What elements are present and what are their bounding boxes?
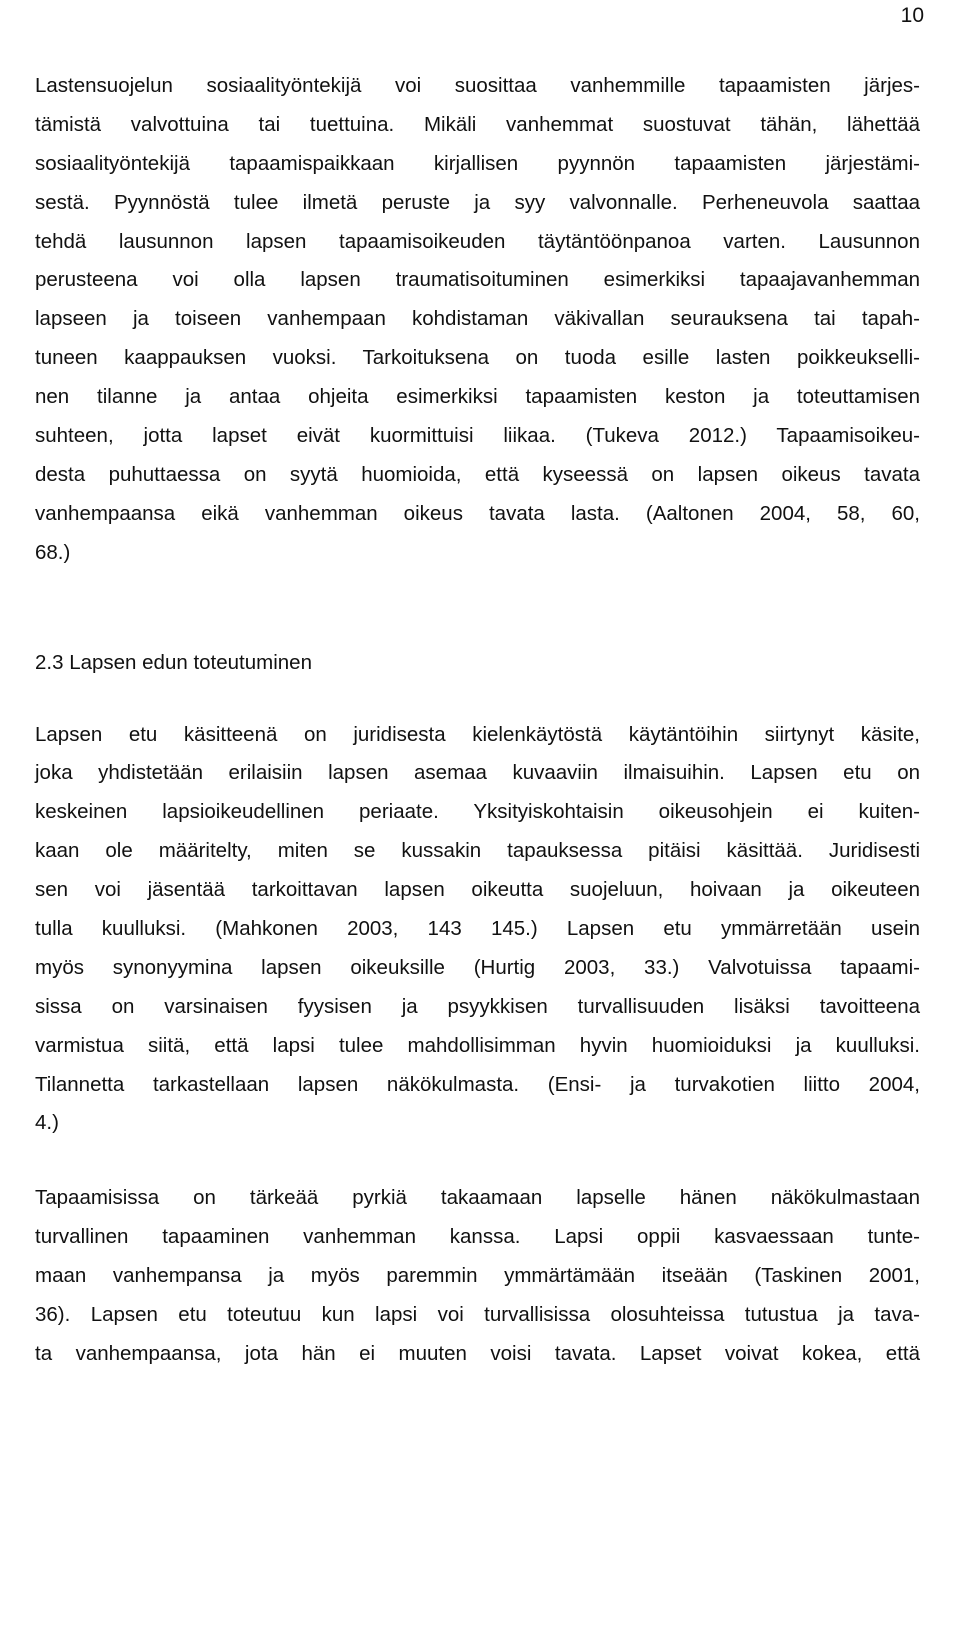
text-line: 36). Lapsen etu toteutuu kun lapsi voi turvallisissa olosuhteissa tutustua ja tava- xyxy=(35,1303,920,1327)
text-line: vanhempaansa eikä vanhemman oikeus tavata lasta. (Aaltonen 2004, 58, 60, xyxy=(35,501,920,525)
text-line: Lapsen etu käsitteenä on juridisesta kielenkäytöstä käytäntöihin siirtynyt käsite, xyxy=(35,722,920,746)
text-line: suhteen, jotta lapset eivät kuormittuisi liikaa. (Tukeva 2012.) Tapaamisoikeu- xyxy=(35,424,920,448)
text-line: sestä. Pyynnöstä tulee ilmetä peruste ja syy valvonnalle. Perheneuvola saattaa xyxy=(35,190,920,214)
text-line: lapseen ja toiseen vanhempaan kohdistaman väkivallan seurauksena tai tapah- xyxy=(35,307,920,331)
text-line: sissa on varsinaisen fyysisen ja psyykkisen turvallisuuden lisäksi tavoitteena xyxy=(35,994,920,1018)
text-line: Lastensuojelun sosiaalityöntekijä voi suosittaa vanhemmille tapaamisten järjes- xyxy=(35,74,920,97)
text-line: tämistä valvottuina tai tuettuina. Mikäli vanhemmat suostuvat tähän, lähettää xyxy=(35,112,920,136)
section-heading: 2.3 Lapsen edun toteutuminen xyxy=(35,650,312,674)
text-line: 68.) xyxy=(35,540,71,564)
text-line: maan vanhempansa ja myös paremmin ymmärtämään itseään (Taskinen 2001, xyxy=(35,1264,920,1288)
document-body xyxy=(35,72,920,1379)
text-line: turvallinen tapaaminen vanhemman kanssa. Lapsi oppii kasvaessaan tunte- xyxy=(35,1225,920,1249)
text-line: keskeinen lapsioikeudellinen periaate. Yksityiskohtaisin oikeusohjein ei kuiten- xyxy=(35,800,920,824)
text-line: Tapaamisissa on tärkeää pyrkiä takaamaan lapselle hänen näkökulmastaan xyxy=(35,1186,920,1210)
text-line: nen tilanne ja antaa ohjeita esimerkiksi tapaamisten keston ja toteuttamisen xyxy=(35,385,920,409)
paragraph-child-best-interest xyxy=(35,721,920,1149)
text-line: tehdä lausunnon lapsen tapaamisoikeuden täytäntöönpanoa varten. Lausunnon xyxy=(35,229,920,253)
text-line: desta puhuttaessa on syytä huomioida, että kyseessä on lapsen oikeus tavata xyxy=(35,462,920,486)
text-line: varmistua siitä, että lapsi tulee mahdollisimman hyvin huomioiduksi ja kuulluksi. xyxy=(35,1033,920,1057)
text-line: tuneen kaappauksen vuoksi. Tarkoituksena on tuoda esille lasten poikkeukselli- xyxy=(35,346,920,370)
text-line: 4.) xyxy=(35,1111,59,1135)
text-line: kaan ole määritelty, miten se kussakin tapauksessa pitäisi käsittää. Juridisesti xyxy=(35,839,920,863)
text-line: ta vanhempaansa, jota hän ei muuten voisi tavata. Lapset voivat kokea, että xyxy=(35,1341,920,1365)
text-line: Tilannetta tarkastellaan lapsen näkökulmasta. (Ensi- ja turvakotien liitto 2004, xyxy=(35,1072,920,1096)
text-line: perusteena voi olla lapsen traumatisoituminen esimerkiksi tapaajavanhemman xyxy=(35,268,920,292)
page-number: 10 xyxy=(900,4,924,27)
paragraph-visitation-arrangement xyxy=(35,72,920,578)
text-line: joka yhdistetään erilaisiin lapsen asemaa kuvaaviin ilmaisuihin. Lapsen etu on xyxy=(35,761,920,785)
text-line: tulla kuulluksi. (Mahkonen 2003, 143 145.) Lapsen etu ymmärretään usein xyxy=(35,917,920,941)
text-line: myös synonyymina lapsen oikeuksille (Hurtig 2003, 33.) Valvotuissa tapaami- xyxy=(35,955,920,979)
text-line: sen voi jäsentää tarkoittavan lapsen oikeutta suojeluun, hoivaan ja oikeuteen xyxy=(35,878,920,902)
text-line: sosiaalityöntekijä tapaamispaikkaan kirjallisen pyynnön tapaamisten järjestämi- xyxy=(35,151,920,175)
paragraph-safe-meetings xyxy=(35,1184,920,1378)
